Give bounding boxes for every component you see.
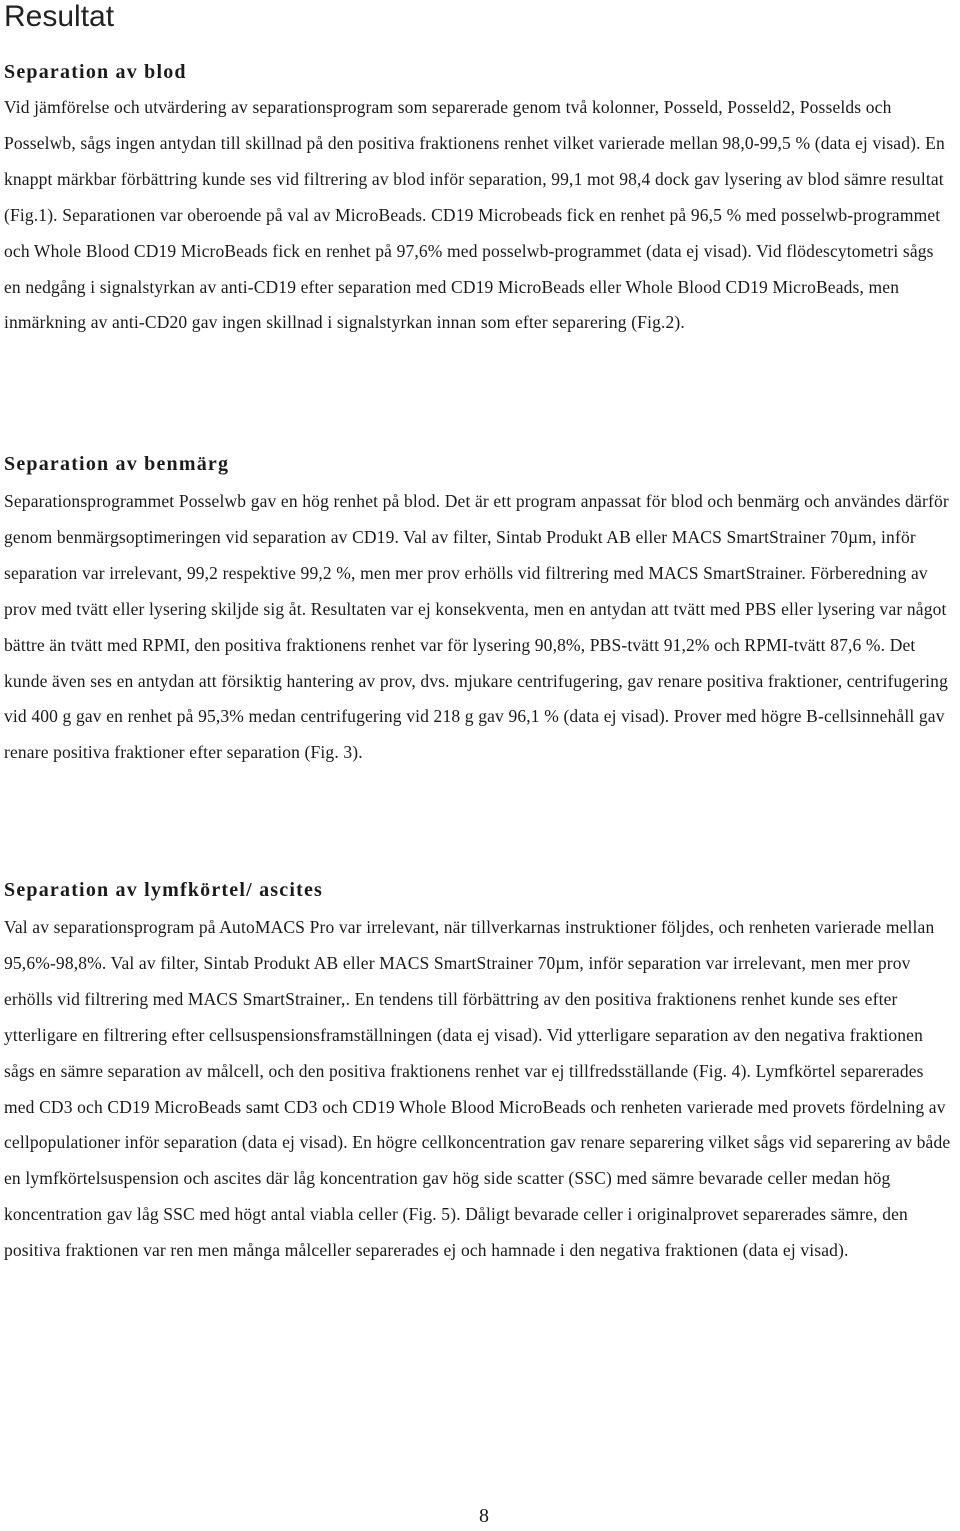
section-separation-blod [4, 60, 954, 341]
section-separation-benmarg [4, 452, 954, 771]
section-body: Val av separationsprogram på AutoMACS Pro var irrelevant, när tillverkarnas instruktioner följdes, och renheten varierade mellan 95,6%-98,8%. Val av filter, Sintab Produkt AB eller MACS SmartStrainer 70µm, inför separation var irrelevant, men mer prov erhölls vid filtrering med MACS SmartStrainer,. En tendens till förbättring av den positiva fraktionens renhet kunde ses efter ytterligare en filtrering efter cellsuspensionsframställningen (data ej visad). Vid ytterligare separation av den negativa fraktionen sågs en sämre separation av målcell, och den positiva fraktionens renhet var ej tillfredsställande (Fig. 4). Lymfkörtel separerades med CD3 och CD19 MicroBeads samt CD3 och CD19 Whole Blood MicroBeads och renheten varierade med provets fördelning av cellpopulationer inför separation (data ej visad). En högre cellkoncentration gav renare separering vilket sågs vid separering av både en lymfkörtelsuspension och ascites där låg koncentration gav hög side scatter (SSC) med sämre bevarade celler medan hög koncentration gav låg SSC med högt antal viabla celler (Fig. 5). Dåligt bevarade celler i originalprovet separerades sämre, den positiva fraktionen var ren men många målceller separerades ej och hamnade i den negativa fraktionen (data ej visad). [4, 917, 951, 1261]
section-separation-lymfkortel-ascites [4, 878, 954, 1269]
section-heading: Separation av benmärg [4, 453, 230, 475]
section-heading: Separation av blod [4, 61, 187, 83]
section-body: Vid jämförelse och utvärdering av separationsprogram som separerade genom två kolonner, Posseld, Posseld2, Posselds och Posselwb, sågs ingen antydan till skillnad på den positiva fraktionens renhet vilket varierade mellan 98,0-99,5 % (data ej visad). En knappt märkbar förbättring kunde ses vid filtrering av blod inför separation, 99,1 mot 98,4 dock gav lysering av blod sämre resultat (Fig.1). Separationen var oberoende på val av MicroBeads. CD19 Microbeads fick en renhet på 96,5 % med posselwb-programmet och Whole Blood CD19 MicroBeads fick en renhet på 97,6% med posselwb-programmet (data ej visad). Vid flödescytometri sågs en nedgång i signalstyrkan av anti-CD19 efter separation med CD19 MicroBeads eller Whole Blood CD19 MicroBeads, men inmärkning av anti-CD20 gav ingen skillnad i signalstyrkan innan som efter separering (Fig.2). [4, 97, 945, 333]
section-body: Separationsprogrammet Posselwb gav en hög renhet på blod. Det är ett program anpassat för blod och benmärg och användes därför genom benmärgsoptimeringen vid separation av CD19. Val av filter, Sintab Produkt AB eller MACS SmartStrainer 70µm, inför separation var irrelevant, 99,2 respektive 99,2 %, men mer prov erhölls vid filtrering med MACS SmartStrainer. Förberedning av prov med tvätt eller lysering skiljde sig åt. Resultaten var ej konsekventa, men en antydan att tvätt med PBS eller lysering var något bättre än tvätt med RPMI, den positiva fraktionens renhet var för lysering 90,8%, PBS-tvätt 91,2% och RPMI-tvätt 87,6 %. Det kunde även ses en antydan att försiktig hantering av prov, dvs. mjukare centrifugering, gav renare positiva fraktioner, centrifugering vid 400 g gav en renhet på 95,3% medan centrifugering vid 218 g gav 96,1 % (data ej visad). Prover med högre B-cellsinnehåll gav renare positiva fraktioner efter separation (Fig. 3). [4, 491, 949, 763]
page-title: Resultat [4, 0, 115, 33]
section-heading: Separation av lymfkörtel/ ascites [4, 879, 324, 901]
page-number: 8 [479, 1505, 489, 1527]
